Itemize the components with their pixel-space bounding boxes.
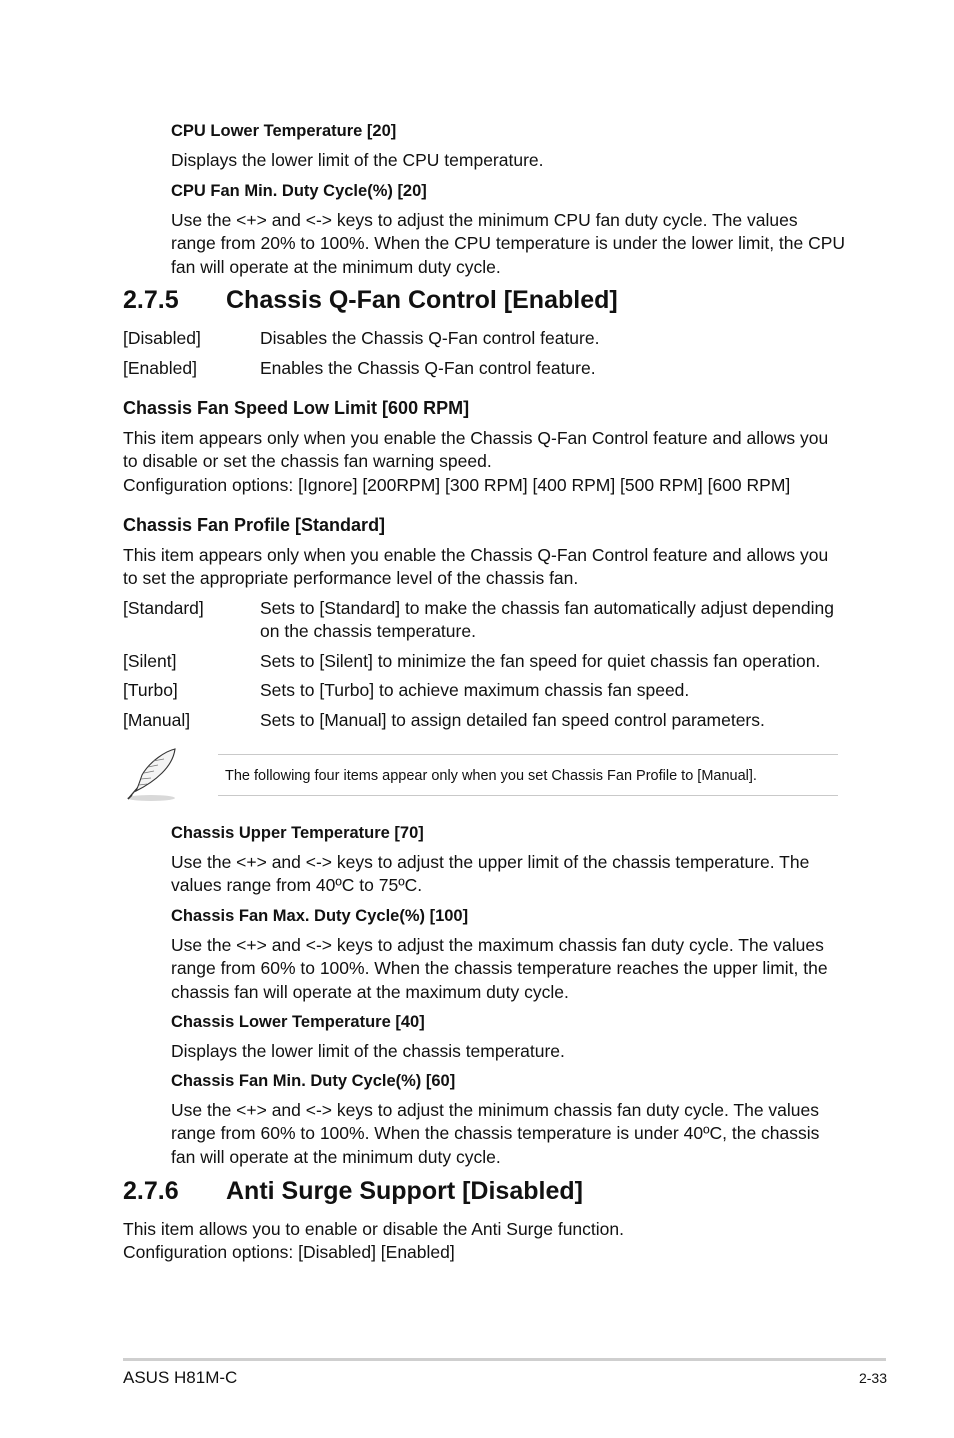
option-row: [123, 679, 843, 703]
desc-line: Configuration options: [Disabled] [Enabled]: [123, 1242, 455, 1263]
option-key: [Enabled]: [123, 358, 197, 378]
option-row: [123, 327, 843, 351]
section-number: 2.7.5: [123, 286, 179, 314]
option-value: Enables the Chassis Q-Fan control feature.: [260, 358, 596, 378]
desc-line: This item appears only when you enable the Chassis Q-Fan Control feature and allows you: [123, 428, 829, 448]
footer-product-name: ASUS H81M-C: [123, 1368, 238, 1387]
desc-line: This item allows you to enable or disable the Anti Surge function.: [123, 1219, 624, 1239]
chassis-lower-temp-heading: Chassis Lower Temperature [40]: [171, 1013, 425, 1031]
section-2-7-6-desc: [123, 1218, 853, 1265]
section-2-7-5-heading: [123, 285, 618, 315]
desc-line: range from 20% to 100%. When the CPU temperature is under the lower limit, the CPU: [171, 233, 846, 254]
desc-line: Use the <+> and <-> keys to adjust the upper limit of the chassis temperature. The: [171, 852, 810, 872]
chassis-speed-low-heading: Chassis Fan Speed Low Limit [600 RPM]: [123, 398, 470, 418]
desc-line: fan will operate at the minimum duty cycle.: [171, 256, 501, 277]
note-text: The following four items appear only when you set Chassis Fan Profile to [Manual].: [225, 768, 757, 784]
desc-line: Configuration options: [Ignore] [200RPM] [300 RPM] [400 RPM] [500 RPM] [600 RPM]: [123, 474, 791, 495]
note-top-rule: [218, 754, 838, 755]
section-2-7-6-heading: [123, 1176, 583, 1206]
desc-line: to set the appropriate performance level of the chassis fan.: [123, 568, 579, 589]
option-value: Sets to [Silent] to minimize the fan speed for quiet chassis fan operation.: [260, 651, 821, 671]
chassis-upper-temp-heading: Chassis Upper Temperature [70]: [171, 824, 424, 842]
option-row: [123, 357, 843, 381]
desc-line: Use the <+> and <-> keys to adjust the maximum chassis fan duty cycle. The values: [171, 935, 824, 955]
option-value: [260, 597, 840, 644]
option-key: [Turbo]: [123, 680, 178, 700]
chassis-upper-temp-desc: [171, 851, 861, 898]
chassis-fan-min-heading: Chassis Fan Min. Duty Cycle(%) [60]: [171, 1072, 456, 1090]
chassis-profile-heading: Chassis Fan Profile [Standard]: [123, 515, 386, 535]
cpu-lower-temp-heading: CPU Lower Temperature [20]: [171, 122, 397, 140]
option-key: [Manual]: [123, 710, 191, 730]
option-value: Disables the Chassis Q-Fan control feature.: [260, 328, 600, 348]
desc-line: range from 60% to 100%. When the chassis temperature reaches the upper limit, the: [171, 958, 828, 979]
option-value-line: Sets to [Standard] to make the chassis fan automatically adjust depending: [260, 598, 834, 618]
desc-line: This item appears only when you enable the Chassis Q-Fan Control feature and allows you: [123, 545, 829, 565]
desc-line: to disable or set the chassis fan warning speed.: [123, 451, 492, 472]
option-key: [Standard]: [123, 598, 204, 618]
section-title: Anti Surge Support [Disabled]: [226, 1177, 583, 1205]
option-value-line: on the chassis temperature.: [260, 621, 476, 642]
cpu-lower-temp-desc: Displays the lower limit of the CPU temperature.: [171, 150, 544, 170]
option-value: Sets to [Manual] to assign detailed fan speed control parameters.: [260, 710, 765, 730]
section-title: Chassis Q-Fan Control [Enabled]: [226, 286, 618, 314]
desc-line: range from 60% to 100%. When the chassis temperature is under 40ºC, the chassis: [171, 1123, 820, 1144]
feather-pen-icon: [120, 745, 182, 803]
footer-page-number: 2-33: [858, 1370, 887, 1386]
option-value: Sets to [Turbo] to achieve maximum chassis fan speed.: [260, 680, 690, 700]
cpu-fan-min-heading: CPU Fan Min. Duty Cycle(%) [20]: [171, 182, 427, 200]
option-row: [123, 650, 843, 674]
footer-rule: [123, 1358, 886, 1361]
cpu-fan-min-desc: [171, 209, 861, 279]
chassis-speed-low-desc: [123, 427, 853, 497]
chassis-fan-max-heading: Chassis Fan Max. Duty Cycle(%) [100]: [171, 907, 469, 925]
desc-line: Use the <+> and <-> keys to adjust the minimum CPU fan duty cycle. The values: [171, 210, 798, 230]
chassis-fan-min-desc: [171, 1099, 861, 1169]
desc-line: fan will operate at the minimum duty cycle.: [171, 1146, 501, 1167]
option-key: [Silent]: [123, 651, 177, 671]
section-number: 2.7.6: [123, 1177, 179, 1205]
chassis-profile-desc: [123, 544, 853, 591]
option-key: [Disabled]: [123, 328, 201, 348]
option-row: [123, 597, 843, 645]
chassis-fan-max-desc: [171, 934, 861, 1004]
desc-line: Use the <+> and <-> keys to adjust the minimum chassis fan duty cycle. The values: [171, 1100, 819, 1120]
desc-line: values range from 40ºC to 75ºC.: [171, 875, 423, 896]
desc-line: chassis fan will operate at the maximum duty cycle.: [171, 981, 569, 1002]
chassis-lower-temp-desc: Displays the lower limit of the chassis temperature.: [171, 1041, 565, 1061]
option-row: [123, 709, 843, 733]
note-bottom-rule: [218, 795, 838, 796]
